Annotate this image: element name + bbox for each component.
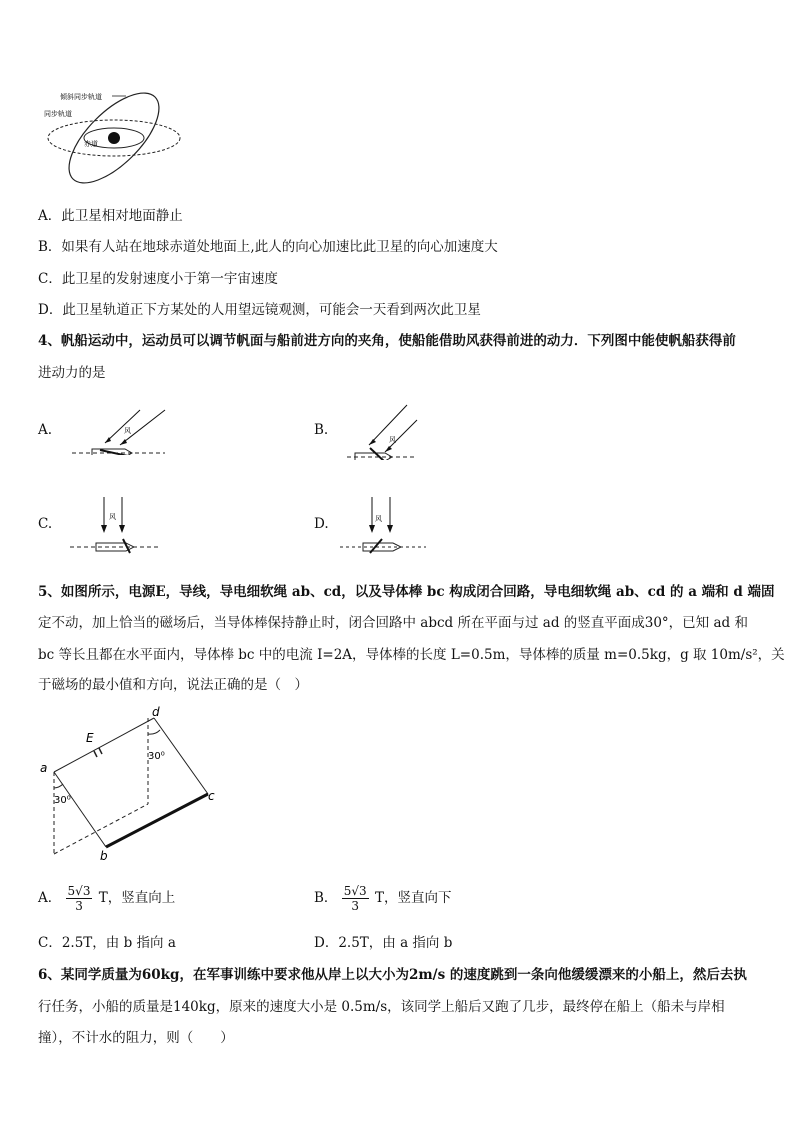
q4-option-d-label: D. bbox=[314, 516, 329, 532]
label-e: E bbox=[86, 731, 94, 745]
fraction bbox=[342, 884, 369, 913]
q5-option-c: C．2.5T，由 b 指向 a bbox=[38, 935, 176, 951]
fraction-numerator: 5√3 bbox=[67, 884, 91, 898]
q4-option-b-label: B. bbox=[314, 422, 329, 438]
sailboat-figure-a bbox=[70, 405, 180, 455]
q3-option-c: C．此卫星的发射速度小于第一宇宙速度 bbox=[38, 271, 278, 287]
option-suffix: T，竖直向上 bbox=[98, 890, 176, 906]
label-b: b bbox=[100, 849, 108, 862]
label-inclined-orbit: 倾斜同步轨道 bbox=[60, 93, 102, 101]
label-equator: 赤道 bbox=[84, 140, 98, 148]
q5-option-a bbox=[38, 884, 175, 913]
q6-text-line1: 6、某同学质量为60kg，在军事训练中要求他从岸上以大小为2m/s 的速度跳到一条向他缓缓漂来的小船上，然后去执 bbox=[38, 967, 747, 983]
label-angle-d: 30⁰ bbox=[148, 751, 165, 762]
label-angle-a: 30⁰ bbox=[54, 795, 71, 806]
q3-option-d: D．此卫星轨道正下方某处的人用望远镜观测，可能会一天看到两次此卫星 bbox=[38, 302, 481, 318]
q5-option-d: D．2.5T，由 a 指向 b bbox=[314, 935, 453, 951]
wind-label: 风 bbox=[124, 427, 131, 435]
q6-text-line2: 行任务，小船的质量是140kg，原来的速度大小是 0.5m/s，该同学上船后又跑了几步，最终停在船上（船未与岸相 bbox=[38, 999, 725, 1015]
label-c: c bbox=[208, 789, 215, 803]
fraction bbox=[66, 884, 93, 913]
label-sync-orbit: 同步轨道 bbox=[44, 110, 72, 118]
fraction-denominator: 3 bbox=[75, 899, 83, 913]
option-prefix: B． bbox=[314, 890, 338, 906]
q3-option-b: B．如果有人站在地球赤道处地面上,此人的向心加速比此卫星的向心加速度大 bbox=[38, 239, 498, 255]
sailboat-figure-d bbox=[338, 495, 448, 555]
q3-option-a: A．此卫星相对地面静止 bbox=[38, 208, 183, 224]
label-a: a bbox=[40, 761, 48, 775]
q5-text-line2: 定不动，加上恰当的磁场后，当导体棒保持静止时，闭合回路中 abcd 所在平面与过 ad 的竖直平面成30°，已知 ad 和 bbox=[38, 615, 748, 631]
q5-option-b bbox=[314, 884, 451, 913]
wind-label: 风 bbox=[389, 436, 396, 444]
option-suffix: T，竖直向下 bbox=[374, 890, 452, 906]
wind-label: 风 bbox=[109, 513, 116, 521]
q5-text-line4: 于磁场的最小值和方向，说法正确的是（ ） bbox=[38, 677, 308, 693]
fraction-numerator: 5√3 bbox=[343, 884, 367, 898]
q6-text-line3: 撞），不计水的阻力，则（ ） bbox=[38, 1030, 234, 1046]
q5-text-line1: 5、如图所示，电源E，导线，导电细软绳 ab、cd，以及导体棒 bc 构成闭合回路，导电细软绳 ab、cd 的 a 端和 d 端固 bbox=[38, 584, 775, 600]
sailboat-figure-c bbox=[68, 495, 178, 555]
circuit-figure bbox=[36, 702, 226, 862]
label-d: d bbox=[152, 705, 160, 719]
q5-text-line3: bc 等长且都在水平面内，导体棒 bc 中的电流 I=2A，导体棒的长度 L=0.5m，导体棒的质量 m=0.5kg，g 取 10m/s²，关 bbox=[38, 647, 785, 663]
q4-option-a-label: A. bbox=[38, 422, 53, 438]
wind-label: 风 bbox=[375, 515, 382, 523]
option-prefix: A． bbox=[38, 890, 62, 906]
q4-text-line2: 进动力的是 bbox=[38, 365, 106, 381]
q4-text-line1: 4、帆船运动中，运动员可以调节帆面与船前进方向的夹角，使船能借助风获得前进的动力．下列图中能使帆船获得前 bbox=[38, 333, 736, 349]
q4-option-c-label: C. bbox=[38, 516, 53, 532]
sailboat-figure-b bbox=[345, 400, 455, 460]
fraction-denominator: 3 bbox=[351, 899, 359, 913]
orbit-figure bbox=[38, 88, 188, 193]
